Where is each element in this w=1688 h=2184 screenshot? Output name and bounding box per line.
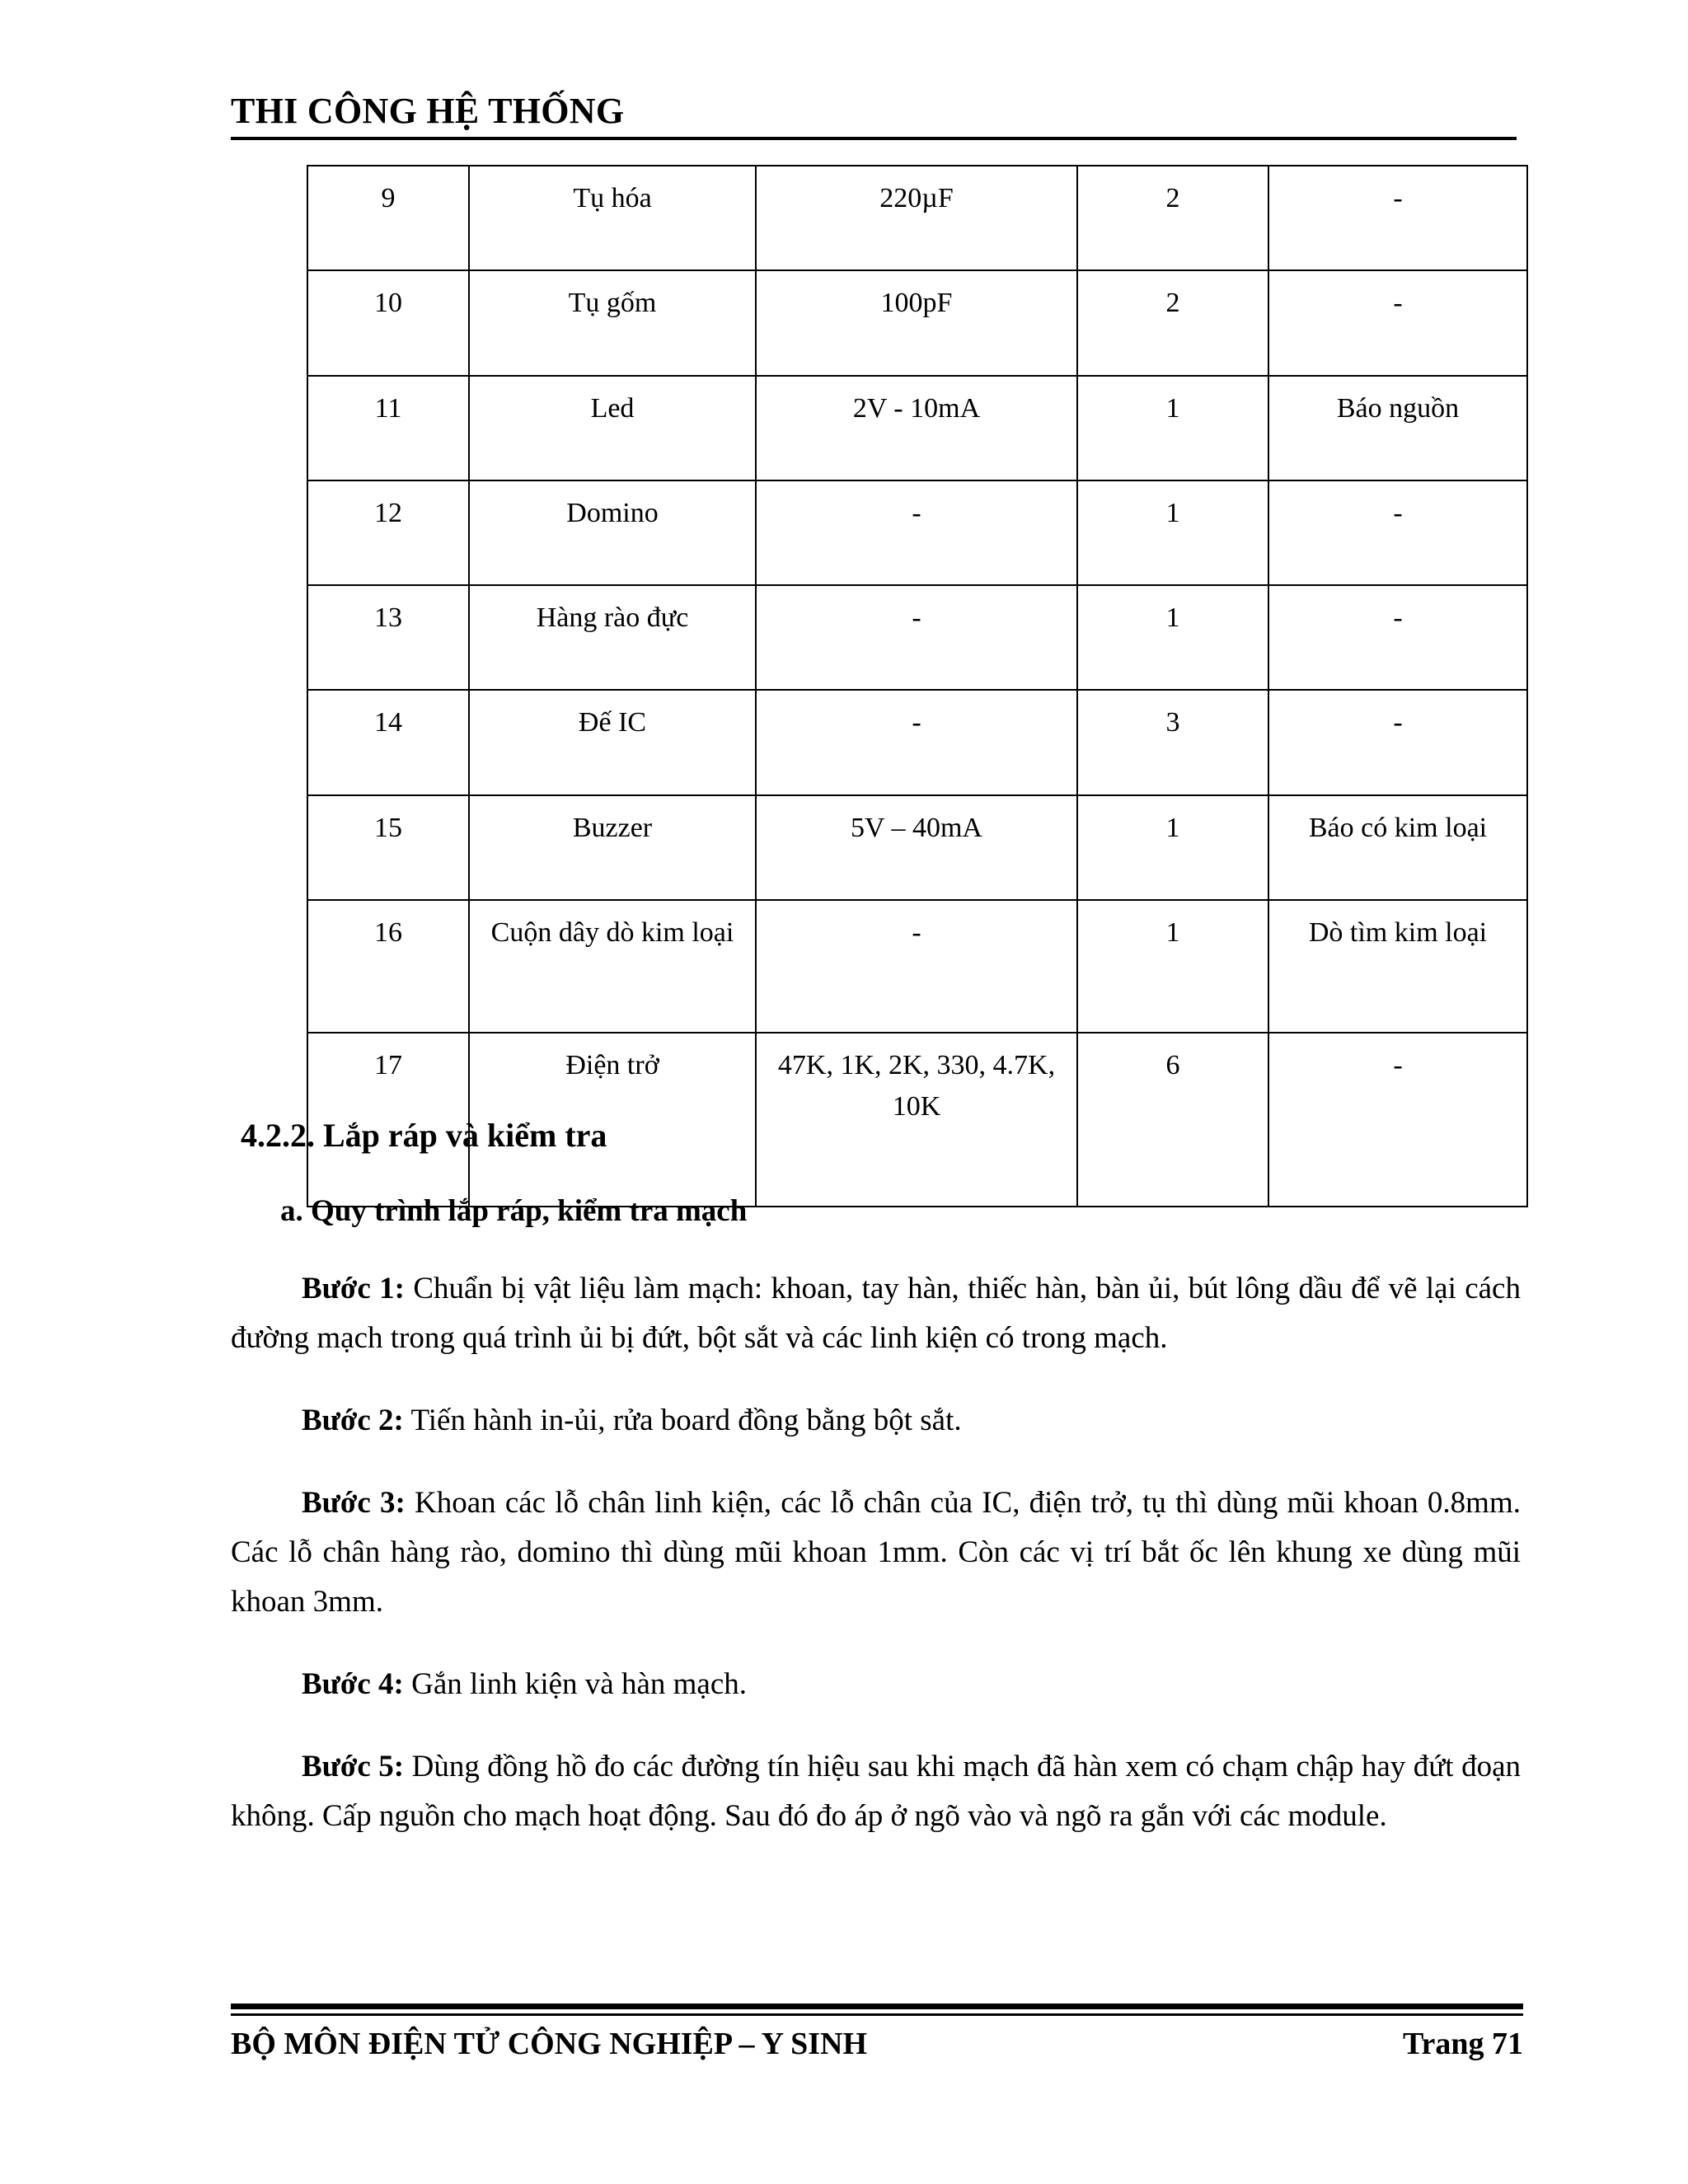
cell-stt: 13 [307,585,469,690]
cell-name: Buzzer [469,795,756,900]
table-row [307,795,1527,900]
cell-qty: 2 [1077,270,1268,375]
table-row [307,166,1527,270]
components-table-wrapper [307,165,1526,1207]
step-paragraph [231,1742,1521,1841]
cell-qty: 2 [1077,166,1268,270]
cell-stt: 9 [307,166,469,270]
section-heading: 4.2.2. Lắp ráp và kiểm tra [241,1117,607,1154]
cell-name: Tụ hóa [469,166,756,270]
step-paragraph [231,1396,1521,1446]
cell-value: 100pF [756,270,1077,375]
step-text: Tiến hành in-ủi, rửa board đồng bằng bột sắt. [403,1403,962,1437]
cell-name: Đế IC [469,690,756,794]
components-table-body [307,166,1527,1207]
step-label: Bước 2: [302,1403,404,1437]
cell-qty: 1 [1077,900,1268,1033]
table-row [307,480,1527,585]
step-text: Chuẩn bị vật liệu làm mạch: khoan, tay hàn, thiếc hàn, bàn ủi, bút lông dầu để vẽ lại cách đường mạch trong quá trình ủi bị đứt, bột sắt và các linh kiện có trong mạch. [231,1272,1521,1356]
cell-qty: 1 [1077,376,1268,480]
cell-note: - [1268,690,1527,794]
table-row [307,900,1527,1033]
step-label: Bước 4: [302,1666,404,1701]
step-paragraph [231,1264,1521,1363]
cell-name: Domino [469,480,756,585]
footer-row [231,2026,1523,2062]
cell-note: Dò tìm kim loại [1268,900,1527,1033]
step-paragraph [231,1660,1521,1709]
step-text: Khoan các lỗ chân linh kiện, các lỗ chân của IC, điện trở, tụ thì dùng mũi khoan 0.8mm. Các lỗ chân hàng rào, domino thì dùng mũi khoan 1mm. Còn các vị trí bắt ốc lên khung xe dùng mũi khoan 3mm. [231,1485,1521,1619]
cell-value: - [756,690,1077,794]
cell-qty: 1 [1077,480,1268,585]
step-label: Bước 5: [302,1749,405,1783]
footer-divider-thin [231,2013,1523,2016]
cell-note: - [1268,270,1527,375]
cell-value: 2V - 10mA [756,376,1077,480]
page-content [231,1114,1521,1841]
cell-stt: 15 [307,795,469,900]
footer-page-number: Trang 71 [1402,2027,1523,2061]
cell-name: Led [469,376,756,480]
cell-qty: 1 [1077,795,1268,900]
footer-divider-thick [231,2004,1523,2009]
table-row [307,376,1527,480]
cell-name: Tụ gốm [469,270,756,375]
cell-stt: 10 [307,270,469,375]
cell-note: Báo có kim loại [1268,795,1527,900]
table-row [307,585,1527,690]
cell-note: Báo nguồn [1268,376,1527,480]
footer-department: BỘ MÔN ĐIỆN TỬ CÔNG NGHIỆP – Y SINH [231,2027,868,2061]
cell-value: - [756,585,1077,690]
step-text: Dùng đồng hồ đo các đường tín hiệu sau khi mạch đã hàn xem có chạm chập hay đứt đoạn không. Cấp nguồn cho mạch hoạt động. Sau đó đo áp ở ngõ vào và ngõ ra gắn với các module. [231,1749,1521,1833]
cell-qty: 1 [1077,585,1268,690]
table-row [307,270,1527,375]
cell-value: 220µF [756,166,1077,270]
cell-value: 5V – 40mA [756,795,1077,900]
cell-stt: 12 [307,480,469,585]
cell-stt: 14 [307,690,469,794]
cell-note: - [1268,1033,1527,1207]
sub-heading: a. Quy trình lắp ráp, kiểm tra mạch [280,1194,748,1228]
cell-qty: 6 [1077,1033,1268,1207]
cell-value: - [756,900,1077,1033]
cell-note: - [1268,585,1527,690]
cell-qty: 3 [1077,690,1268,794]
cell-name: Điện trở [469,1033,756,1207]
cell-stt: 11 [307,376,469,480]
running-footer [231,2004,1523,2062]
table-row [307,690,1527,794]
header-title: THI CÔNG HỆ THỐNG [231,91,625,131]
cell-name: Hàng rào đực [469,585,756,690]
cell-value: 47K, 1K, 2K, 330, 4.7K, 10K [756,1033,1077,1207]
step-text: Gắn linh kiện và hàn mạch. [403,1666,747,1701]
cell-stt: 16 [307,900,469,1033]
cell-note: - [1268,480,1527,585]
cell-note: - [1268,166,1527,270]
cell-name: Cuộn dây dò kim loại [469,900,756,1033]
components-table [307,165,1528,1207]
cell-stt: 17 [307,1033,469,1207]
running-header [231,92,1517,140]
step-paragraph [231,1479,1521,1627]
step-label: Bước 3: [302,1485,406,1520]
header-divider [231,137,1517,140]
step-label: Bước 1: [302,1272,405,1306]
cell-value: - [756,480,1077,585]
